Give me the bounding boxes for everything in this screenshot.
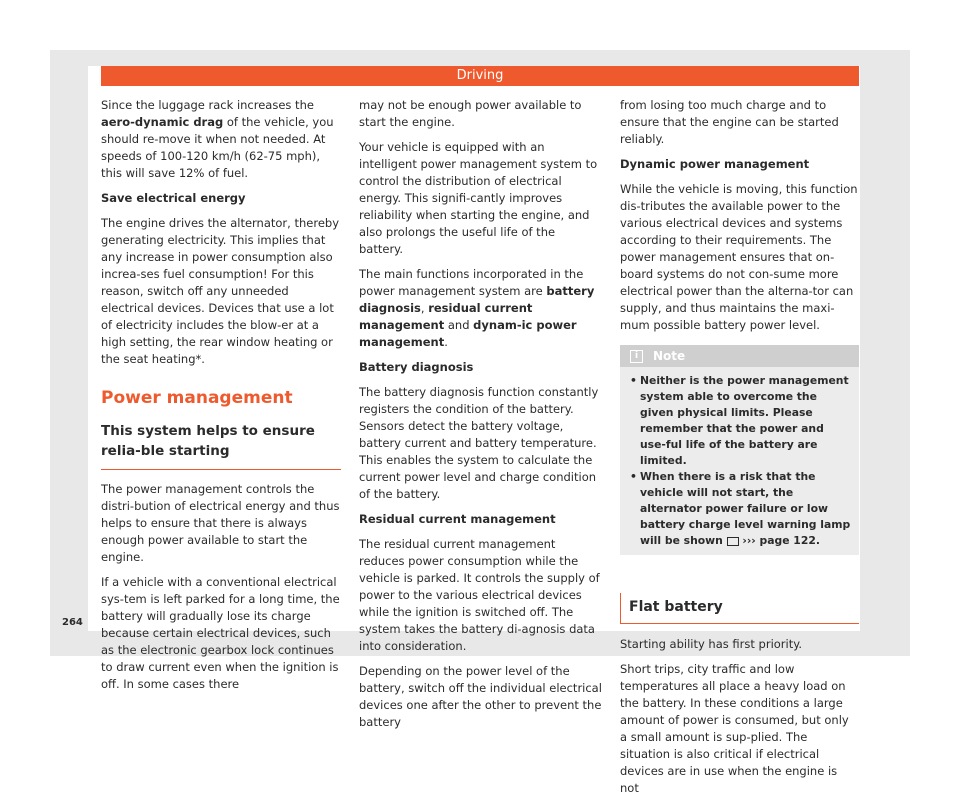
save-energy-text: The engine drives the alternator, thereby generating electricity. This implies that any increase in power consumption also increa-ses fuel consumption! For this reason, switch off any unneeded electrical devices. Devices that use a lot of electricity includes the blow-er at a high setting, the rear window heating or the seat heating*.	[101, 216, 340, 366]
main-functions-paragraph: The main functions incorporated in the power management system are battery diagnosis, residual current management and dynam-ic power management.	[359, 267, 595, 349]
column-1	[101, 97, 341, 701]
note-item: • Neither is the power management system able to overcome the given physical limits. Please remember that the power and use-ful life of the battery are limited.	[630, 373, 851, 469]
flat-battery-title: Flat battery	[620, 593, 859, 624]
save-energy-heading: Save electrical energy	[101, 191, 246, 205]
power-management-paragraph-2: If a vehicle with a conventional electrical sys-tem is left parked for a long time, the battery will gradually lose its charge because certain electrical devices, such as the electronic gearbox lock continues to draw current even when the ignition is off. In some cases there	[101, 575, 340, 691]
page-number: 264	[62, 617, 83, 628]
note-box	[620, 345, 859, 555]
paragraph-continuation-3: from losing too much charge and to ensure that the engine can be started reliably.	[620, 98, 839, 146]
intelligent-system-paragraph: Your vehicle is equipped with an intelligent power management system to control the distribution of electrical energy. This signifi-cantly improves reliability when starting the engine, and also prolongs the useful life of the battery.	[359, 140, 598, 256]
dynamic-power-text: While the vehicle is moving, this function dis-tributes the available power to the various electrical devices and systems according to their requirements. The power management ensures that on-board systems do not con-sume more electrical power than the alterna-tor can supply, and thus maintains the maxi-mum possible battery power level.	[620, 182, 858, 332]
section-subtitle: This system helps to ensure relia-ble starting	[101, 421, 341, 470]
battery-warning-icon	[727, 537, 739, 546]
battery-diagnosis-heading: Battery diagnosis	[359, 360, 474, 374]
note-list	[620, 367, 859, 555]
column-2	[359, 97, 602, 739]
page-reference-link[interactable]: ››› page 122.	[738, 534, 820, 547]
luggage-rack-paragraph: Since the luggage rack increases the aero-dynamic drag of the vehicle, you should re-move it when not needed. At speeds of 100-120 km/h (62-75 mph), this will save 12% of fuel.	[101, 98, 334, 180]
residual-current-text: The residual current management reduces power consumption while the vehicle is parked. It controls the supply of power to the various electrical devices while the ignition is switched off. The system takes the battery di-agnosis data into consideration.	[359, 537, 600, 653]
power-management-paragraph-1: The power management controls the distri-bution of electrical energy and thus helps to ensure that there is always enough power available to start the engine.	[101, 482, 340, 564]
section-title: Power management	[101, 388, 293, 408]
residual-current-heading: Residual current management	[359, 512, 556, 526]
info-icon: i	[630, 350, 643, 363]
paragraph-continuation: may not be enough power available to start the engine.	[359, 98, 582, 129]
battery-diagnosis-text: The battery diagnosis function constantly registers the condition of the battery. Sensors detect the battery voltage, battery current and battery temperature. This enables the system to calculate the current power level and charge condition of the battery.	[359, 385, 599, 501]
power-level-paragraph: Depending on the power level of the battery, switch off the individual electrical devices one after the other to prevent the battery	[359, 664, 602, 729]
flat-battery-paragraph-1: Starting ability has first priority.	[620, 637, 803, 651]
note-item: • When there is a risk that the vehicle will not start, the alternator power failure or low battery charge level warning lamp will be shown ››› page 122.	[630, 469, 851, 549]
flat-battery-paragraph-2: Short trips, city traffic and low temperatures all place a heavy load on the battery. In these conditions a large amount of power is consumed, but only a small amount is sup-plied. The situation is also critical if electrical devices are in use when the engine is not	[620, 662, 849, 795]
column-3	[620, 97, 859, 805]
dynamic-power-heading: Dynamic power management	[620, 157, 810, 171]
chapter-header: Driving	[101, 66, 859, 86]
note-header: i Note	[620, 345, 859, 367]
